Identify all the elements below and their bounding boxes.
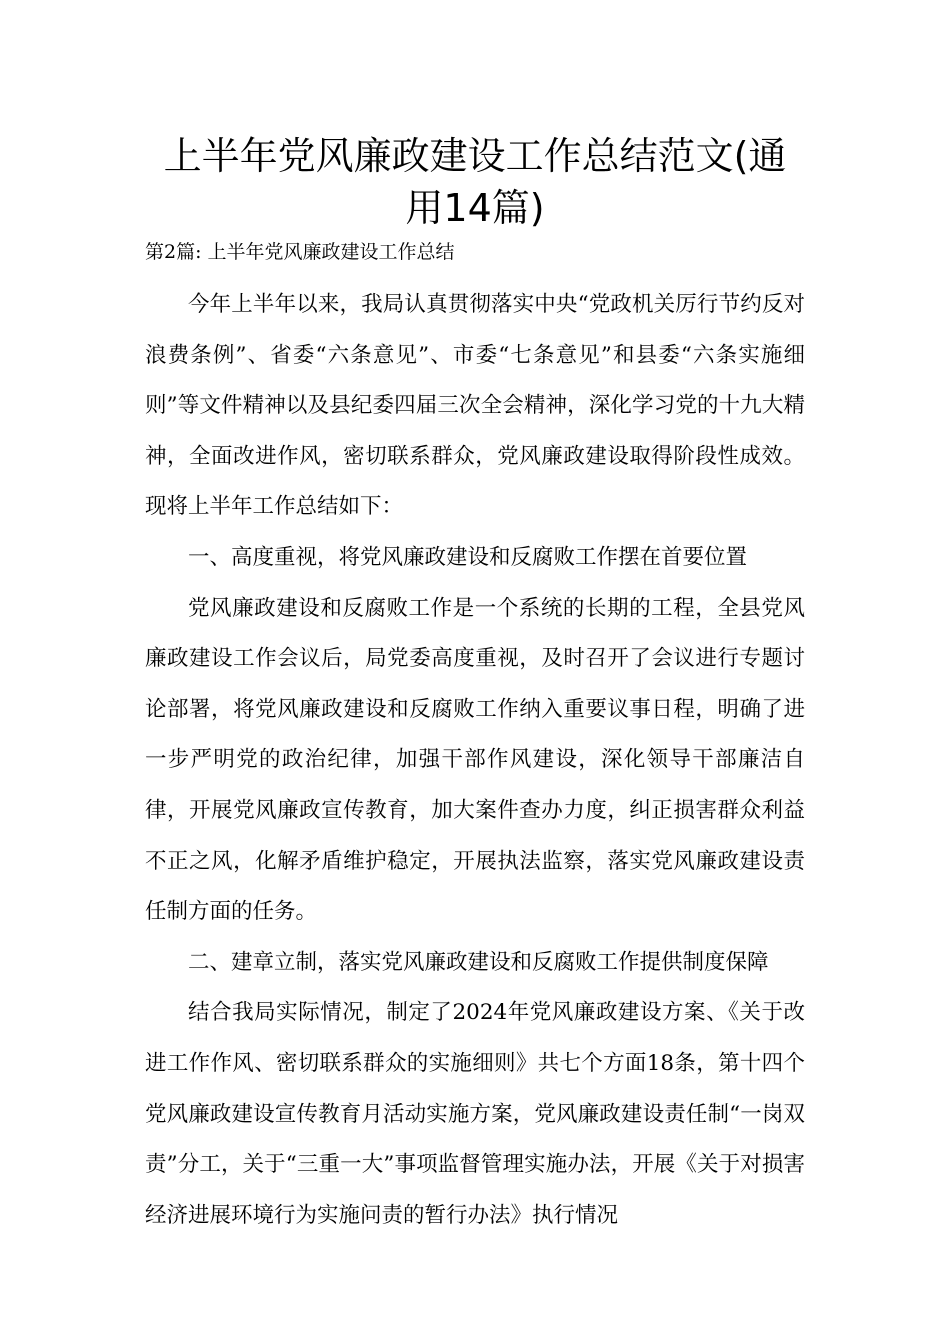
article-subtitle: 第2篇: 上半年党风廉政建设工作总结 <box>145 241 455 263</box>
paragraph-section-2: 结合我局实际情况，制定了2024年党风廉政建设方案、《关于改进工作作风、密切联系群众的实施细则》共七个方面18条，第十四个党风廉政建设宣传教育月活动实施方案，党风廉政建设责任制“一岗双责”分工，关于“三重一大”事项监督管理实施办法，开展《关于对损害经济进展环境行为实施问责的暂行办法》执行情况 <box>145 1000 805 1228</box>
title-line-1: 上半年党风廉政建设工作总结范文(通 <box>163 134 787 178</box>
section-heading-1: 一、高度重视，将党风廉政建设和反腐败工作摆在首要位置 <box>188 544 748 570</box>
document-title <box>140 130 810 234</box>
paragraph-section-1: 党风廉政建设和反腐败工作是一个系统的长期的工程，全县党风廉政建设工作会议后，局党委高度重视，及时召开了会议进行专题讨论部署，将党风廉政建设和反腐败工作纳入重要议事日程，明确了进一步严明党的政治纪律，加强干部作风建设，深化领导干部廉洁自律，开展党风廉政宣传教育，加大案件查办力度，纠正损害群众利益不正之风，化解矛盾维护稳定，开展执法监察，落实党风廉政建设责任制方面的任务。 <box>145 595 805 925</box>
section-heading-2: 二、建章立制，落实党风廉政建设和反腐败工作提供制度保障 <box>188 949 769 975</box>
title-line-2: 用14篇) <box>405 186 545 230</box>
paragraph-intro: 今年上半年以来，我局认真贯彻落实中央“党政机关厉行节约反对浪费条例”、省委“六条意见”、市委“七条意见”和县委“六条实施细则”等文件精神以及县纪委四届三次全会精神，深化学习党的十九大精神，全面改进作风，密切联系群众，党风廉政建设取得阶段性成效。现将上半年工作总结如下： <box>145 292 805 520</box>
article-body <box>145 280 805 1241</box>
